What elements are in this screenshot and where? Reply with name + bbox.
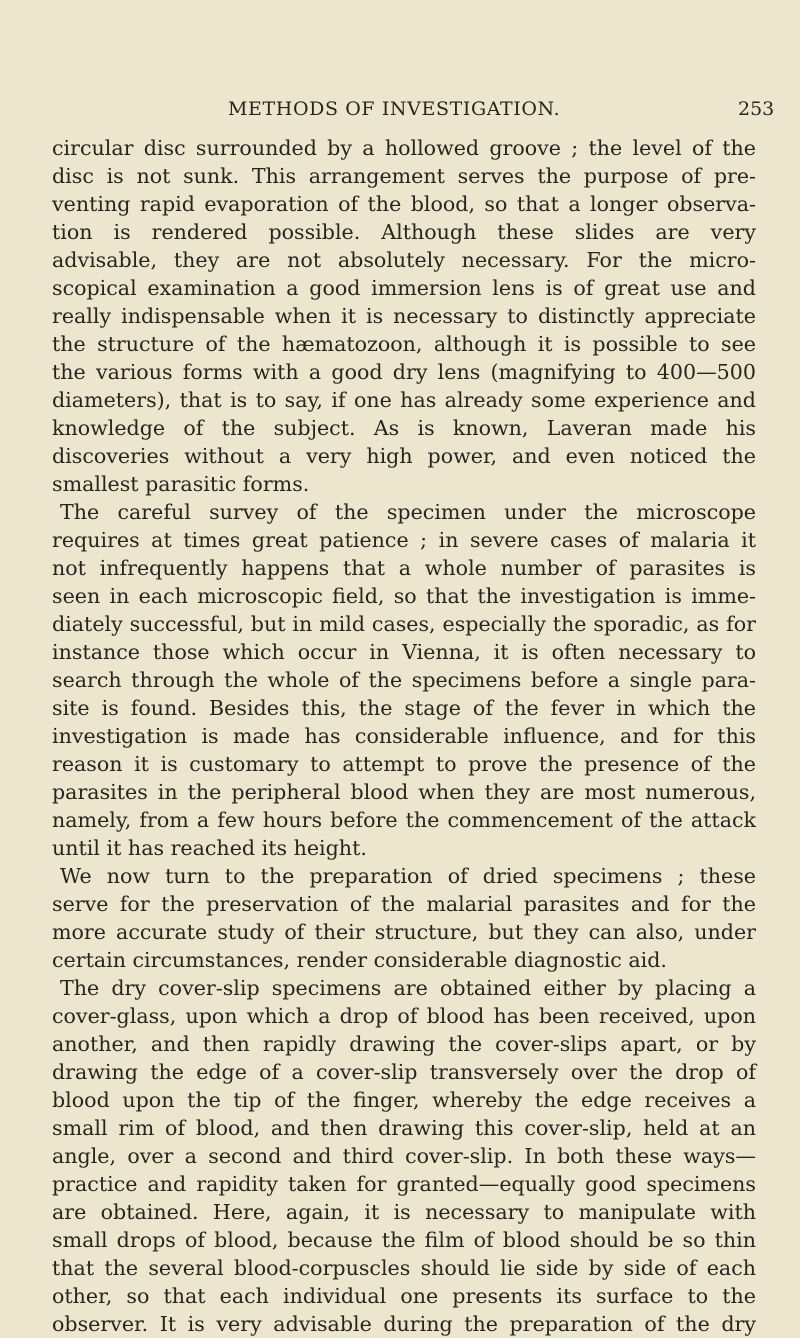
text-line: disc is not sunk. This arrangement serves the purpose of pre- (52, 164, 756, 188)
body-text (52, 134, 756, 1338)
text-line: more accurate study of their structure, but they can also, under (52, 920, 756, 944)
text-line: reason it is customary to attempt to prove the presence of the (52, 752, 756, 776)
text-line: parasites in the peripheral blood when they are most numerous, (52, 780, 756, 804)
text-line-paragraph-end: certain circumstances, render considerable diagnostic aid. (52, 948, 667, 972)
text-line: diameters), that is to say, if one has already some experience and (52, 388, 756, 412)
text-line: the various forms with a good dry lens (magnifying to 400—500 (52, 360, 756, 384)
text-line: other, so that each individual one presents its surface to the (52, 1284, 756, 1308)
text-line: site is found. Besides this, the stage of the fever in which the (52, 696, 756, 720)
text-line: circular disc surrounded by a hollowed groove ; the level of the (52, 136, 756, 160)
text-line: angle, over a second and third cover-slip. In both these ways— (52, 1144, 756, 1168)
running-head: METHODS OF INVESTIGATION. (228, 98, 561, 120)
text-line: advisable, they are not absolutely necessary. For the micro- (52, 248, 756, 272)
text-line: instance those which occur in Vienna, it is often necessary to (52, 640, 756, 664)
text-line: venting rapid evaporation of the blood, so that a longer observa- (52, 192, 756, 216)
text-line: blood upon the tip of the finger, whereby the edge receives a (52, 1088, 756, 1112)
page-number: 253 (738, 98, 775, 120)
text-line: knowledge of the subject. As is known, Laveran made his (52, 416, 756, 440)
text-line: discoveries without a very high power, and even noticed the (52, 444, 756, 468)
text-line: drawing the edge of a cover-slip transversely over the drop of (52, 1060, 756, 1084)
text-line: are obtained. Here, again, it is necessary to manipulate with (52, 1200, 756, 1224)
text-line: cover-glass, upon which a drop of blood has been received, upon (52, 1004, 756, 1028)
text-line: small drops of blood, because the film of blood should be so thin (52, 1228, 756, 1252)
text-line: requires at times great patience ; in severe cases of malaria it (52, 528, 756, 552)
text-line: serve for the preservation of the malarial parasites and for the (52, 892, 756, 916)
text-line-paragraph-start: The careful survey of the specimen under the microscope (60, 500, 756, 524)
text-line: scopical examination a good immersion lens is of great use and (52, 276, 756, 300)
text-line: not infrequently happens that a whole number of parasites is (52, 556, 756, 580)
text-line: namely, from a few hours before the commencement of the attack (52, 808, 756, 832)
text-line: seen in each microscopic field, so that the investigation is imme- (52, 584, 756, 608)
text-line: practice and rapidity taken for granted—equally good specimens (52, 1172, 756, 1196)
text-line: that the several blood-corpuscles should lie side by side of each (52, 1256, 756, 1280)
text-line: investigation is made has considerable influence, and for this (52, 724, 756, 748)
text-line: really indispensable when it is necessary to distinctly appreciate (52, 304, 756, 328)
text-line: another, and then rapidly drawing the cover-slips apart, or by (52, 1032, 756, 1056)
text-line-paragraph-end: until it has reached its height. (52, 836, 367, 860)
text-line-paragraph-start: We now turn to the preparation of dried specimens ; these (60, 864, 756, 888)
text-line: observer. It is very advisable during the preparation of the dry (52, 1312, 756, 1336)
text-line-paragraph-end: smallest parasitic forms. (52, 472, 310, 496)
text-line: search through the whole of the specimens before a single para- (52, 668, 756, 692)
text-line: small rim of blood, and then drawing this cover-slip, held at an (52, 1116, 756, 1140)
text-line-paragraph-start: The dry cover-slip specimens are obtained either by placing a (60, 976, 756, 1000)
text-line: the structure of the hæmatozoon, although it is possible to see (52, 332, 756, 356)
text-line: tion is rendered possible. Although these slides are very (52, 220, 756, 244)
text-line: diately successful, but in mild cases, especially the sporadic, as for (52, 612, 756, 636)
